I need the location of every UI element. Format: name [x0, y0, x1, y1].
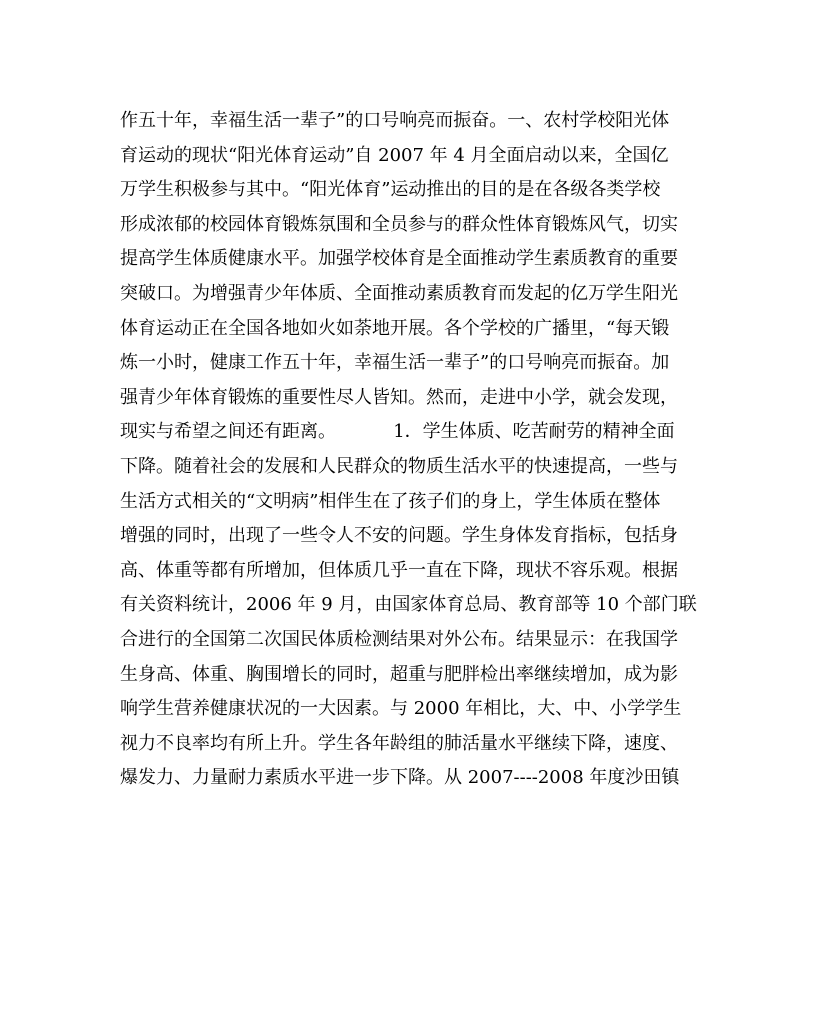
- text-line: 生身高、体重、胸围增长的同时，超重与肥胖检出率继续增加，成为影: [120, 663, 678, 685]
- text-line: 高、体重等都有所增加，但体质几乎一直在下降，现状不容乐观。根据: [120, 559, 678, 581]
- text-line: 体育运动正在全国各地如火如荼地开展。各个学校的广播里，“每天锻: [120, 317, 670, 339]
- text-line: 作五十年，幸福生活一辈子”的口号响亮而振奋。一、农村学校阳光体: [120, 110, 670, 131]
- text-line: 突破口。为增强青少年体质、全面推动素质教育而发起的亿万学生阳光: [120, 282, 678, 304]
- text-line: 下降。随着社会的发展和人民群众的物质生活水平的快速提高，一些与: [120, 455, 678, 477]
- text-line: 爆发力、力量耐力素质水平进一步下降。从 2007----2008 年度沙田镇: [120, 767, 680, 789]
- body-text: [120, 104, 698, 796]
- text-line: 强青少年体育锻炼的重要性尽人皆知。然而，走进中小学，就会发现，: [120, 386, 678, 408]
- text-line: 炼一小时，健康工作五十年，幸福生活一辈子”的口号响亮而振奋。加: [120, 352, 670, 374]
- text-line: 生活方式相关的“文明病”相伴生在了孩子们的身上，学生体质在整体: [120, 490, 661, 512]
- text-line: 有关资料统计，2006 年 9 月，由国家体育总局、教育部等 10 个部门联: [120, 594, 697, 616]
- text-line: 形成浓郁的校园体育锻炼氛围和全员参与的群众性体育锻炼风气，切实: [120, 213, 678, 235]
- text-line: 育运动的现状“阳光体育运动”自 2007 年 4 月全面启动以来，全国亿: [120, 144, 669, 166]
- text-line: 增强的同时，出现了一些令人不安的问题。学生身体发育指标，包括身: [120, 525, 678, 547]
- text-line: 视力不良率均有所上升。学生各年龄组的肺活量水平继续下降，速度、: [120, 732, 678, 754]
- text-line: 合进行的全国第二次国民体质检测结果对外公布。结果显示：在我国学: [120, 628, 678, 650]
- text-line: 响学生营养健康状况的一大因素。与 2000 年相比，大、中、小学学生: [120, 698, 682, 720]
- text-line: 提高学生体质健康水平。加强学校体育是全面推动学生素质教育的重要: [120, 248, 678, 270]
- text-line: 万学生积极参与其中。“阳光体育”运动推出的目的是在各级各类学校: [120, 179, 661, 201]
- text-line: 现实与希望之间还有距离。 1．学生体质、吃苦耐劳的精神全面: [120, 421, 675, 443]
